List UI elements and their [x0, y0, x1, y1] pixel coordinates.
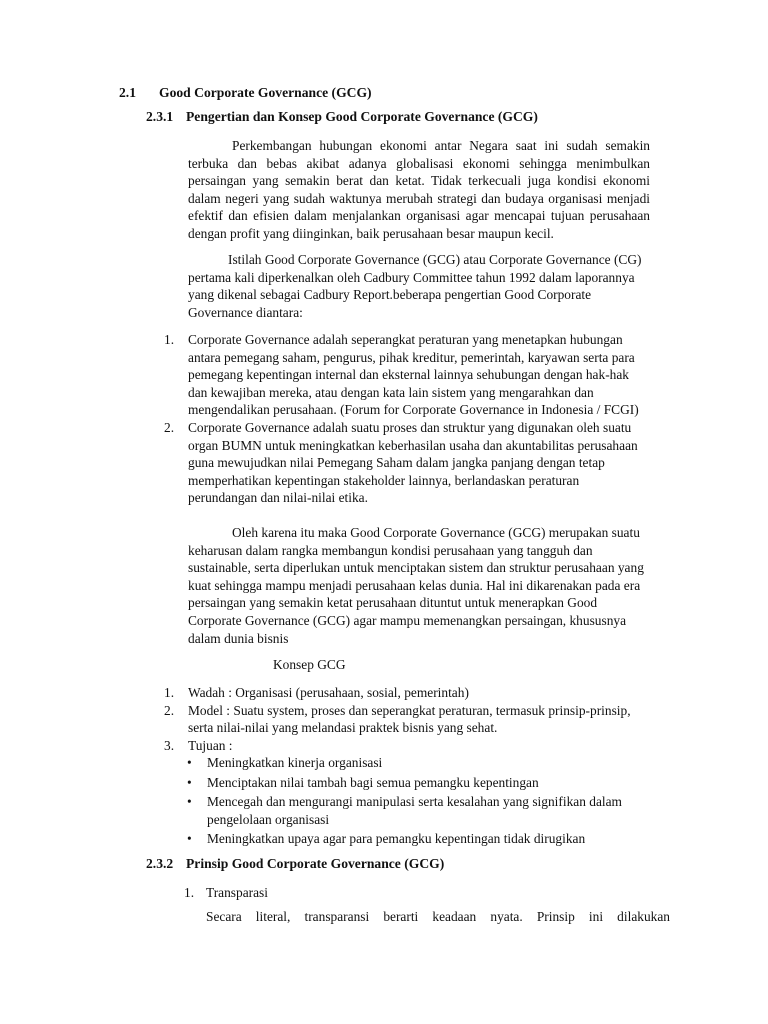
bullet-icon: • — [187, 755, 192, 770]
bullet-icon: • — [187, 794, 192, 810]
list-item — [187, 754, 677, 772]
prinsip-list — [184, 884, 646, 902]
paragraph-istilah: Istilah Good Corporate Governance (GCG) atau Corporate Governance (CG) pertama kali diperkenalkan oleh Cadbury Committee tahun 1992 dalam laporannya yang dikenal sebagai Cadbury Report.beberapa pengertian Good Corporate Governance diantara: — [188, 252, 642, 320]
list-item — [187, 774, 677, 792]
subsection-number-2: 2.3.2 — [146, 856, 174, 871]
konsep-text-3: Tujuan : — [188, 737, 233, 753]
subsection-heading-2 — [146, 855, 444, 873]
tujuan-text-4: Meningkatkan upaya agar para pemangku kepentingan tidak dirugikan — [207, 831, 586, 847]
konsep-list — [164, 684, 650, 754]
definition-text-1: Corporate Governance adalah seperangkat peraturan yang menetapkan hubungan antara pemegang saham, pengurus, pihak kreditur, pemerintah, karyawan serta para pemegang kepentingan internal dan eksternal lainnya sehubungan dengan hak-hak dan kewajiban mereka, atau dengan kata lain sistem yang mengarahkan dan mengendalikan perusahaan. (Forum for Corporate Governance in Indonesia / FCGI) — [188, 332, 639, 418]
konsep-text-1: Wadah : Organisasi (perusahaan, sosial, pemerintah) — [188, 685, 469, 700]
subsection-number-1: 2.3.1 — [146, 109, 174, 124]
list-item — [184, 884, 646, 902]
list-item — [187, 793, 677, 828]
list-marker: 1. — [164, 685, 175, 700]
list-marker: 1. — [184, 885, 195, 900]
paragraph-conclusion: Oleh karena itu maka Good Corporate Governance (GCG) merupakan suatu keharusan dalam rangka membangun kondisi perusahaan yang tangguh dan sustainable, serta diperlukan untuk menciptakan sistem dan struktur perusahaan yang kuat sehingga mampu menjadi perusahaan kelas dunia. Hal ini dikarenakan pada era persaingan yang semakin ketat perusahaan dituntut untuk menerapkan Good Corporate Governance (GCG) agar mampu memenangkan persaingan, khususnya dalam dunia bisnis — [188, 525, 644, 646]
tujuan-text-3: Mencegah dan mengurangi manipulasi serta kesalahan yang signifikan dalam pengelolaan organisasi — [207, 794, 622, 827]
subsection-title-2: Prinsip Good Corporate Governance (GCG) — [186, 856, 445, 871]
list-marker: 1. — [164, 332, 175, 347]
konsep-text-2: Model : Suatu system, proses dan seperangkat peraturan, termasuk prinsip-prinsip, serta nilai-nilai yang melandasi praktek bisnis yang sehat. — [188, 702, 631, 736]
paragraph-transparansi: Secara literal, transparansi berarti keadaan nyata. Prinsip ini dilakukan — [206, 909, 670, 924]
list-item — [164, 419, 650, 507]
definition-text-2: Corporate Governance adalah suatu proses dan struktur yang digunakan oleh suatu organ BUMN untuk meningkatkan keberhasilan usaha dan akuntabilitas perusahaan guna mewujudkan nilai Pemegang Saham dalam jangka panjang dengan tetap memperhatikan kepentingan stakeholder lainnya, berlandaskan peraturan perundangan dan nilai-nilai etika. — [188, 419, 638, 506]
list-item — [164, 684, 650, 702]
list-marker: 2. — [164, 419, 175, 435]
bullet-icon: • — [187, 774, 192, 790]
bullet-icon: • — [187, 831, 192, 847]
tujuan-bullet-list — [187, 754, 677, 848]
prinsip-text-1: Transparasi — [206, 885, 268, 900]
section-number: 2.1 — [119, 85, 136, 100]
section-title: Good Corporate Governance (GCG) — [159, 85, 372, 100]
tujuan-text-1: Meningkatkan kinerja organisasi — [207, 755, 383, 770]
list-item — [164, 331, 650, 419]
tujuan-text-2: Menciptakan nilai tambah bagi semua pemangku kepentingan — [207, 774, 539, 790]
paragraph-intro: Perkembangan hubungan ekonomi antar Negara saat ini sudah semakin terbuka dan bebas akibat adanya globalisasi ekonomi sehingga menimbulkan persaingan yang semakin berat dan ketat. Tidak terkecuali juga kondisi ekonomi dalam negeri yang sudah waktunya merubah strategi dan budaya organisasi menjadi efektif dan efisien dalam menjalankan organisasi agar mencapai tujuan perusahaan dengan profit yang diinginkan, baik perusahaan besar maupun kecil. — [188, 138, 650, 241]
subsection-heading-1 — [146, 108, 538, 126]
list-marker: 3. — [164, 737, 175, 753]
subsection-title-1: Pengertian dan Konsep Good Corporate Governance (GCG) — [186, 109, 538, 124]
list-item — [187, 830, 677, 848]
definition-list — [164, 331, 650, 507]
list-marker: 2. — [164, 702, 175, 718]
list-item — [164, 702, 650, 737]
list-item — [164, 737, 650, 755]
section-heading — [119, 84, 372, 102]
konsep-title: Konsep GCG — [273, 657, 346, 672]
